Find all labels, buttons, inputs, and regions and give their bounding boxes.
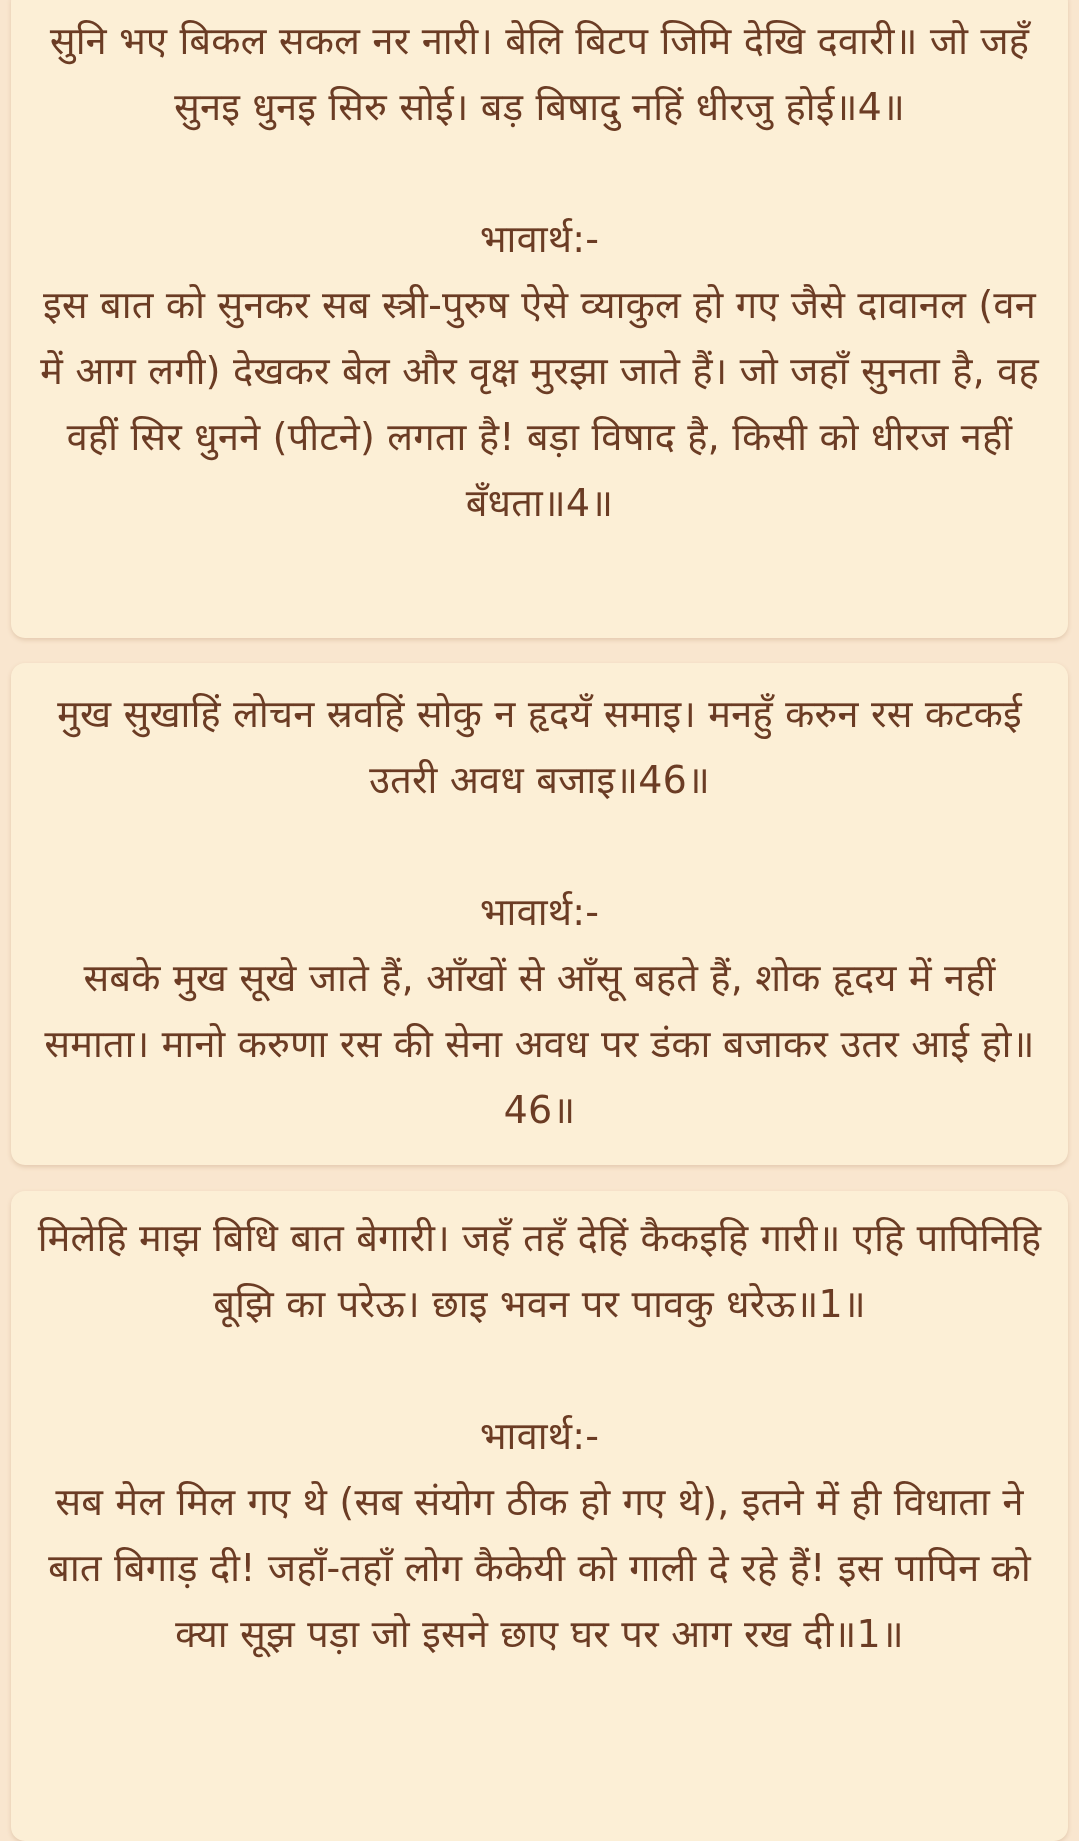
meaning-heading: भावार्थ:- — [479, 217, 600, 261]
meaning-text: इस बात को सुनकर सब स्त्री-पुरुष ऐसे व्याकुल हो गए जैसे दावानल (वन में आग लगी) देखकर बेल और वृक्ष मुरझा जाते हैं। जो जहाँ सुनता है, वह वहीं सिर धुनने (पीटने) लगता है! बड़ा विषाद है, किसी को धीरज नहीं बँधता॥4॥ — [40, 283, 1039, 525]
verse-text: सुनि भए बिकल सकल नर नारी। बेलि बिटप जिमि देखि दवारी॥ जो जहँ सुनइ धुनइ सिरु सोई। बड़ बिषादु नहिं धीरजु होई॥4॥ — [49, 19, 1030, 129]
verse-card — [11, 1191, 1068, 1841]
verse-card — [11, 663, 1068, 1165]
spacer — [37, 813, 1042, 879]
verse-text: मुख सुखाहिं लोचन स्रवहिं सोकु न हृदयँ समाइ। मनहुँ करुन रस कटकई उतरी अवध बजाइ॥46॥ — [57, 692, 1022, 802]
meaning-heading: भावार्थ:- — [479, 1414, 600, 1458]
meaning-heading: भावार्थ:- — [479, 890, 600, 934]
verse-card — [11, 0, 1068, 638]
meaning-text: सब मेल मिल गए थे (सब संयोग ठीक हो गए थे), इतने में ही विधाता ने बात बिगाड़ दी! जहाँ-तहाँ लोग कैकेयी को गाली दे रहे हैं! इस पापिन को क्या सूझ पड़ा जो इसने छाए घर पर आग रख दी॥1॥ — [48, 1480, 1031, 1656]
verse-text: मिलेहि माझ बिधि बात बेगारी। जहँ तहँ देहिं कैकइहि गारी॥ एहि पापिनिहि बूझि का परेऊ। छाइ भवन पर पावकु धरेऊ॥1॥ — [37, 1216, 1042, 1326]
spacer — [37, 140, 1042, 206]
spacer — [37, 1337, 1042, 1403]
meaning-text: सबके मुख सूखे जाते हैं, आँखों से आँसू बहते हैं, शोक हृदय में नहीं समाता। मानो करुणा रस की सेना अवध पर डंका बजाकर उतर आई हो॥46॥ — [44, 956, 1035, 1132]
